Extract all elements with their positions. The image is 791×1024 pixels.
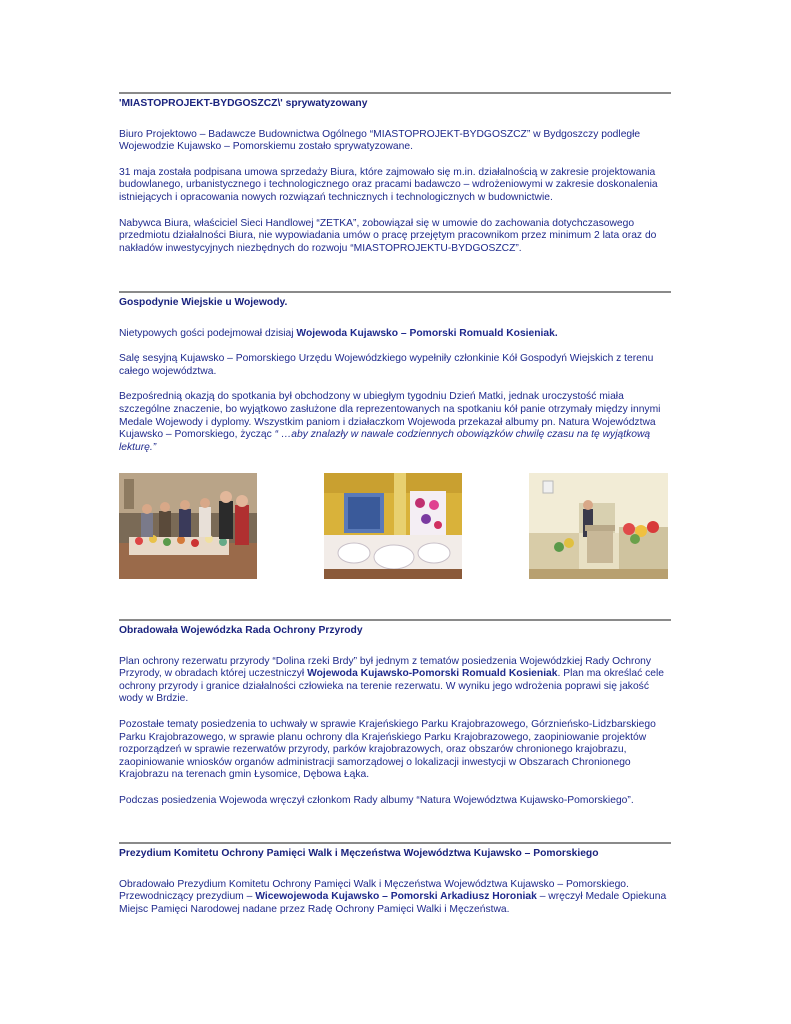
article-paragraph: 31 maja została podpisana umowa sprzedaży Biura, które zajmowało się m.in. działalnością w zakresie projektowania budowlanego, urbanistycznego i technologicznego oraz pracami badawczo – wdrożeniowymi w zakresie doskonalenia istniejących i opracowania nowych rozwiązań technicznych i technologicznych w budownictwie. (119, 166, 658, 203)
section-divider (119, 619, 671, 621)
article-paragraph (119, 328, 671, 341)
article-paragraph (119, 879, 671, 917)
photo-exhibition-crowd (119, 473, 257, 579)
paragraph-text: Plan ochrony rezerwatu przyrody “Dolina rzeki Brdy” był jednym z tematów posiedzenia Wojewódzkiej Rady Ochrony Przyrody, w obradach której uczestniczył (119, 655, 652, 680)
article-title: 'MIASTOPROJEKT-BYDGOSZCZ\' sprywatyzowany (119, 98, 368, 109)
article-title: Obradowała Wojewódzka Rada Ochrony Przyrody (119, 625, 363, 636)
paragraph-bold-text: Wojewoda Kujawsko-Pomorski Romuald Kosieniak (307, 668, 558, 680)
article-paragraph: Pozostałe tematy posiedzenia to uchwały w sprawie Krajeńskiego Parku Krajobrazowego, Górznieńsko-Lidzbarskiego Parku Krajobrazowego, w sprawie planu ochrony dla Krajeńskiego Parku Krajobrazowego, zaopiniowanie projektów rozporządzeń w sprawie rezerwatów przyrody, parków krajobrazowych, oraz obszarów chronionego krajobrazu, zaopiniowanie wniosków organów administracji samorządowej o lokalizacji inwestycji w Obszarach Chronionego Krajobrazu na terenach gmin Łysomice, Dębowa Łąka. (119, 718, 656, 781)
photo-speaker-podium (529, 473, 668, 579)
article-paragraph: Podczas posiedzenia Wojewoda wręczył członkom Rady albumy “Natura Województwa Kujawsko-Pomorskiego”. (119, 794, 634, 806)
photo-craft-display (324, 473, 462, 579)
article-title: Prezydium Komitetu Ochrony Pamięci Walk i Męczeństwa Województwa Kujawsko – Pomorskiego (119, 848, 599, 859)
article-paragraph: Nabywca Biura, właściciel Sieci Handlowej “ZETKA”, zobowiązał się w umowie do zachowania dotychczasowego przedmiotu działalności Biura, nie wypowiadania umów o pracę przejętym pracownikom przez minimum 2 lata oraz do nakładów inwestycyjnych niezbędnych do rozwoju “MIASTOPROJEKTU-BYDGOSZCZ”. (119, 217, 657, 254)
article-miastoprojekt (119, 92, 671, 255)
paragraph-italic-text: “ …aby znalazły w nawale codziennych obowiązków chwilę czasu na tę wyjątkową lekturę.” (119, 429, 651, 453)
article-paragraph (119, 391, 671, 454)
section-divider (119, 842, 671, 844)
article-paragraph: Salę sesyjną Kujawsko – Pomorskiego Urzędu Wojewódzkiego wypełniły członkinie Kół Gospodyń Wiejskich z terenu całego województwa. (119, 353, 654, 377)
paragraph-text: Obradowało Prezydium Komitetu Ochrony Pamięci Walk i Męczeństwa Województwa Kujawsko – Pomorskiego. Przewodniczący prezydium – (119, 878, 629, 903)
article-paragraph: Biuro Projektowo – Badawcze Budownictwa Ogólnego “MIASTOPROJEKT-BYDGOSZCZ” w Bydgoszczy podległe Wojewodzie Kujawsko – Pomorskiemu zostało sprywatyzowane. (119, 128, 641, 153)
paragraph-bold-text: Wicewojewoda Kujawsko – Pomorski Arkadiusz Horoniak (255, 891, 537, 903)
paragraph-text: – wręczył Medale Opiekuna Miejsc Pamięci Narodowej nadane przez Radę Ochrony Pamięci Walki i Męczeństwa. (119, 891, 667, 915)
paragraph-text: . Plan ma określać cele ochrony przyrody i granice działalności człowieka na terenie rezerwatu. W wyniku jego wdrożenia poprawi się jakość wody w Brdzie. (119, 668, 664, 705)
paragraph-text: Bezpośrednią okazją do spotkania był obchodzony w ubiegłym tygodniu Dzień Matki, jednak uroczystość miała szczególne znaczenie, bo wyjątkowo zasłużone dla reprezentowanych na spotkaniu kół panie otrzymały między innymi Medale Wojewody i dyplomy. Wszystkim paniom i działaczkom Wojewoda przekazał albumy pn. Natura Województwa Kujawsko – Pomorskiego, życząc (119, 391, 661, 441)
section-divider (119, 92, 671, 94)
article-gospodynie (119, 291, 671, 454)
article-rada-ochrony-przyrody (119, 619, 671, 808)
article-paragraph (119, 656, 671, 706)
photo-row (119, 473, 671, 579)
paragraph-bold-text: Wojewoda Kujawsko – Pomorski Romuald Kosieniak. (296, 327, 558, 339)
article-prezydium-komitetu (119, 842, 671, 916)
paragraph-text: Nietypowych gości podejmował dzisiaj (119, 327, 297, 339)
article-title: Gospodynie Wiejskie u Wojewody. (119, 297, 288, 308)
section-divider (119, 291, 671, 293)
